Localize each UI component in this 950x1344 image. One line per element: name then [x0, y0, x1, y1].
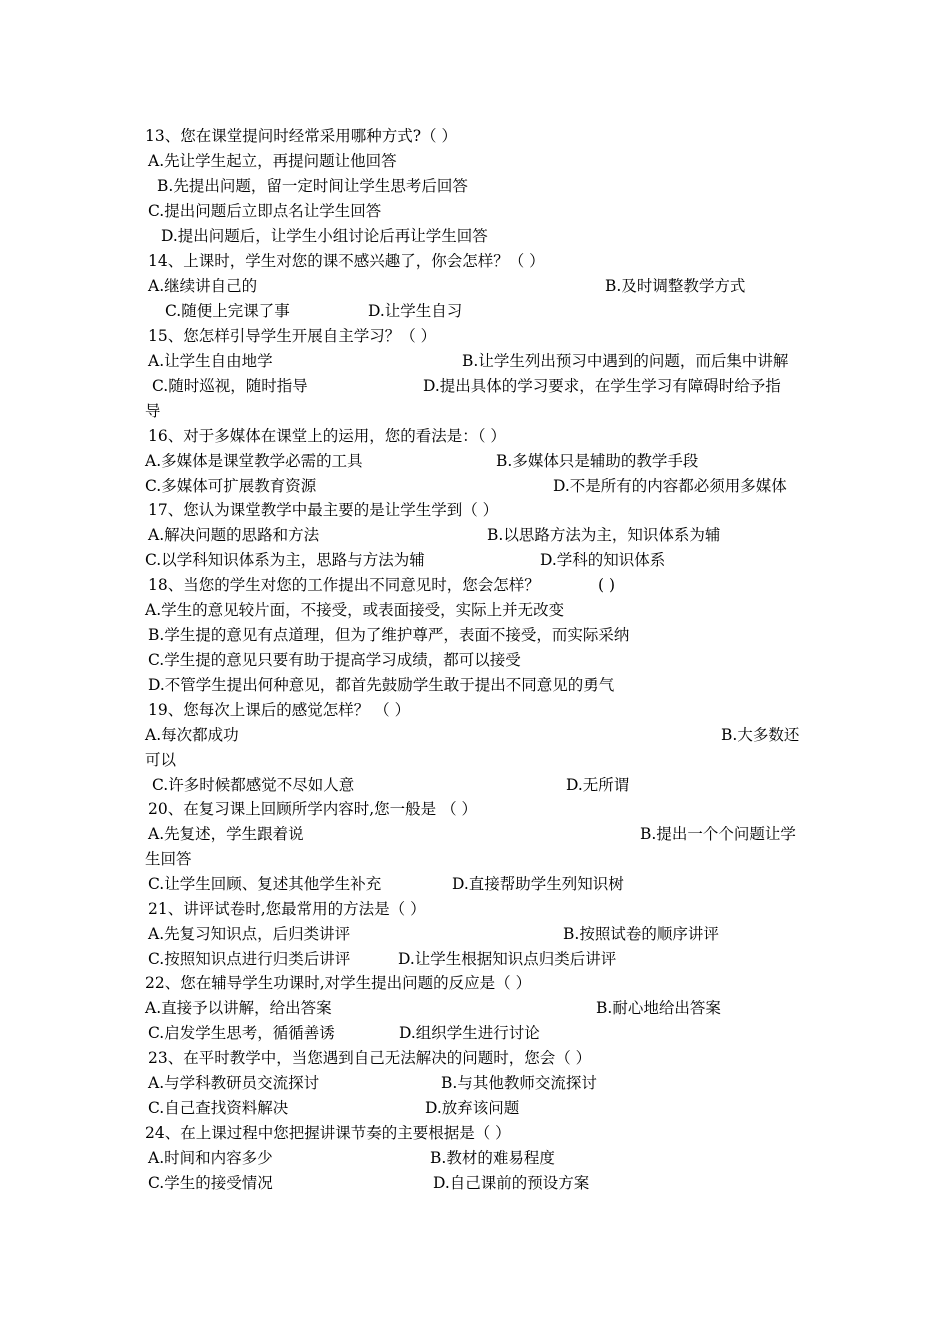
option-23-a: A.与学科教研员交流探讨	[148, 1074, 320, 1092]
option-21-b: B.按照试卷的顺序讲评	[563, 925, 719, 943]
option-22-a: A.直接予以讲解，给出答案	[145, 999, 332, 1017]
question-22: 22、您在辅导学生功课时,对学生提出问题的反应是（ ）	[145, 974, 532, 992]
option-17-d: D.学科的知识体系	[540, 551, 666, 569]
option-22-d: D.组织学生进行讨论	[399, 1024, 540, 1042]
option-13-c: C.提出问题后立即点名让学生回答	[148, 202, 382, 220]
option-24-b: B.教材的难易程度	[430, 1149, 555, 1167]
option-24-d: D.自己课前的预设方案	[433, 1174, 590, 1192]
option-22-b: B.耐心地给出答案	[596, 999, 721, 1017]
option-17-a: A.解决问题的思路和方法	[148, 526, 320, 544]
question-17: 17、您认为课堂教学中最主要的是让学生学到（ ）	[148, 501, 499, 519]
option-21-a: A.先复习知识点，后归类讲评	[148, 925, 351, 943]
option-16-b: B.多媒体只是辅助的教学手段	[496, 452, 699, 470]
option-18-c: C.学生提的意见只要有助于提高学习成绩，都可以接受	[148, 651, 521, 669]
option-23-b: B.与其他教师交流探讨	[441, 1074, 597, 1092]
option-17-c: C.以学科知识体系为主，思路与方法为辅	[145, 551, 425, 569]
option-14-c: C.随便上完课了事	[165, 302, 290, 320]
option-20-d: D.直接帮助学生列知识树	[452, 875, 624, 893]
option-16-d: D.不是所有的内容都必须用多媒体	[553, 477, 787, 495]
option-13-d: D.提出问题后，让学生小组讨论后再让学生回答	[161, 227, 488, 245]
option-19-b: B.大多数还	[721, 726, 800, 744]
option-22-c: C.启发学生思考，循循善诱	[148, 1024, 335, 1042]
option-18-d: D.不管学生提出何种意见，都首先鼓励学生敢于提出不同意见的勇气	[148, 676, 615, 694]
option-19-a: A.每次都成功	[145, 726, 239, 744]
option-16-c: C.多媒体可扩展教育资源	[145, 477, 317, 495]
question-14: 14、上课时，学生对您的课不感兴趣了，你会怎样？（ ）	[148, 252, 545, 270]
option-20-b-wrap: 生回答	[145, 850, 192, 868]
option-21-d: D.让学生根据知识点归类后讲评	[398, 950, 617, 968]
question-16: 16、对于多媒体在课堂上的运用，您的看法是：（ ）	[148, 427, 506, 445]
option-23-d: D.放弃该问题	[425, 1099, 520, 1117]
question-21: 21、讲评试卷时,您最常用的方法是（ ）	[148, 900, 426, 918]
option-15-b: B.让学生列出预习中遇到的问题，而后集中讲解	[462, 352, 789, 370]
option-14-d: D.让学生自习	[368, 302, 463, 320]
option-15-d: D.提出具体的学习要求，在学生学习有障碍时给予指	[423, 377, 781, 395]
question-18-blank: ( )	[598, 576, 616, 594]
question-23: 23、在平时教学中，当您遇到自己无法解决的问题时，您会（ ）	[148, 1049, 592, 1067]
option-23-c: C.自己查找资料解决	[148, 1099, 289, 1117]
option-17-b: B.以思路方法为主，知识体系为辅	[487, 526, 721, 544]
question-15: 15、您怎样引导学生开展自主学习？（ ）	[148, 327, 437, 345]
option-20-c: C.让学生回顾、复述其他学生补充	[148, 875, 382, 893]
option-18-b: B.学生提的意见有点道理，但为了维护尊严，表面不接受，而实际采纳	[148, 626, 630, 644]
option-21-c: C.按照知识点进行归类后讲评	[148, 950, 351, 968]
option-20-b: B.提出一个个问题让学	[640, 825, 796, 843]
question-24: 24、在上课过程中您把握讲课节奏的主要根据是（ ）	[145, 1124, 511, 1142]
option-19-c: C.许多时候都感觉不尽如人意	[152, 776, 355, 794]
option-24-a: A.时间和内容多少	[148, 1149, 273, 1167]
question-19: 19、您每次上课后的感觉怎样？ （ ）	[148, 701, 411, 719]
option-19-d: D.无所谓	[566, 776, 630, 794]
question-18: 18、当您的学生对您的工作提出不同意见时，您会怎样？	[148, 576, 540, 594]
option-24-c: C.学生的接受情况	[148, 1174, 273, 1192]
option-19-b-wrap: 可以	[145, 751, 177, 769]
option-14-a: A.继续讲自己的	[148, 277, 258, 295]
option-20-a: A.先复述，学生跟着说	[148, 825, 304, 843]
option-15-c: C.随时巡视，随时指导	[152, 377, 308, 395]
question-20: 20、在复习课上回顾所学内容时,您一般是 （ ）	[148, 800, 478, 818]
option-14-b: B.及时调整教学方式	[605, 277, 746, 295]
option-13-a: A.先让学生起立，再提问题让他回答	[148, 152, 397, 170]
option-16-a: A.多媒体是课堂教学必需的工具	[145, 452, 363, 470]
option-15-a: A.让学生自由地学	[148, 352, 273, 370]
option-18-a: A.学生的意见较片面，不接受，或表面接受，实际上并无改变	[145, 601, 565, 619]
question-13: 13、您在课堂提问时经常采用哪种方式?（ ）	[145, 127, 457, 145]
option-15-d-wrap: 导	[145, 402, 161, 420]
option-13-b: B.先提出问题，留一定时间让学生思考后回答	[157, 177, 468, 195]
